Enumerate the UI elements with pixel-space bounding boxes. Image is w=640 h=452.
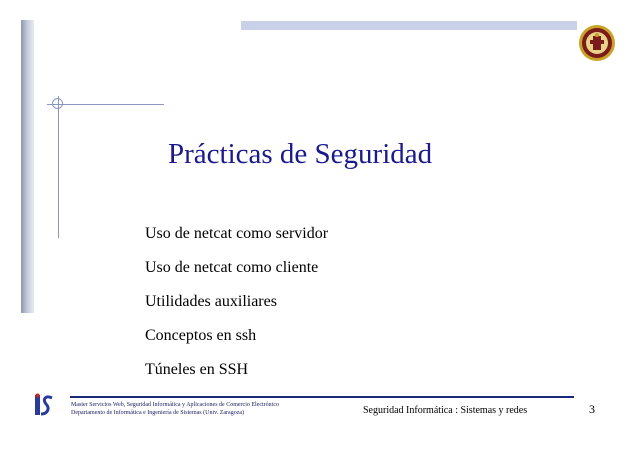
footer-line-1: Master Servicios Web, Seguridad Informática y Aplicaciones de Comercio Electrónico <box>71 402 280 408</box>
bullet-item: Uso de netcat como servidor <box>145 225 329 242</box>
bullet-item: Utilidades auxiliares <box>145 293 277 310</box>
footer-course: Seguridad Informática : Sistemas y redes <box>363 405 528 416</box>
left-decorative-bar <box>21 20 34 313</box>
horizontal-guide-line <box>47 104 164 105</box>
bullet-item: Túneles en SSH <box>145 361 249 378</box>
vertical-guide-line <box>58 96 59 238</box>
top-accent-bar <box>241 21 577 30</box>
footer-line-2: Departamento de Informática e Ingeniería de Sistemas (Univ. Zaragoza) <box>71 410 245 416</box>
page-number: 3 <box>589 402 595 416</box>
bullet-item: Uso de netcat como cliente <box>145 259 319 276</box>
footer-rule <box>70 396 574 398</box>
department-logo-icon <box>34 393 54 419</box>
bullet-list <box>145 222 328 392</box>
footer-institution <box>71 401 279 417</box>
slide-title: Prácticas de Seguridad <box>168 138 433 170</box>
bullet-item: Conceptos en ssh <box>145 327 257 344</box>
university-seal-icon <box>578 24 616 62</box>
guide-circle-mark <box>52 98 63 109</box>
